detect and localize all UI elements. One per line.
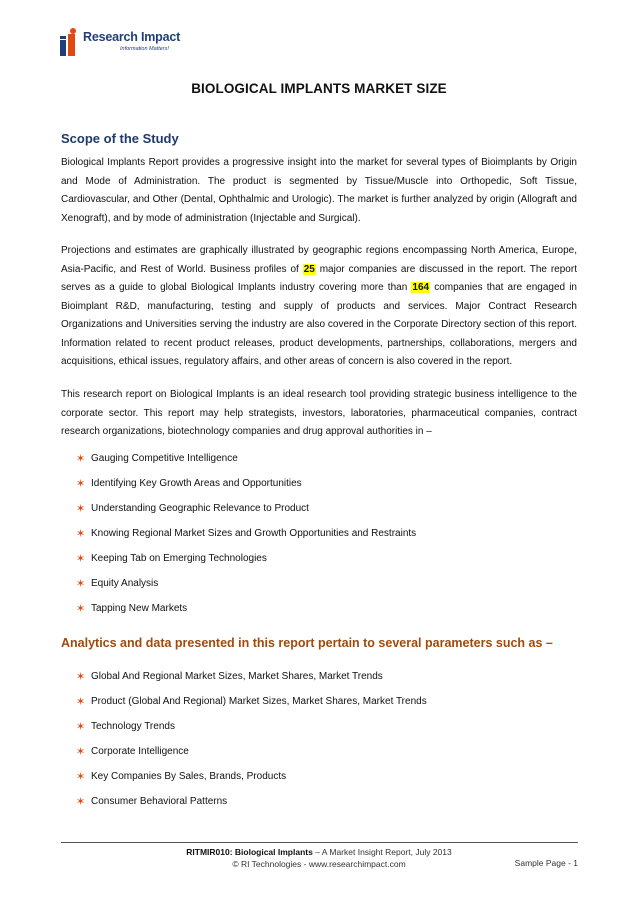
asterisk-bullet-icon: ✶ xyxy=(76,528,86,540)
bullet-text: Technology Trends xyxy=(91,721,175,732)
analytics-heading: Analytics and data presented in this report pertain to several parameters such as – xyxy=(61,636,553,650)
footer-copyright: © RI Technologies - www.researchimpact.com xyxy=(232,859,406,869)
analytics-bullet-list xyxy=(76,670,427,820)
document-title: BIOLOGICAL IMPLANTS MARKET SIZE xyxy=(191,81,447,96)
asterisk-bullet-icon: ✶ xyxy=(76,603,86,615)
scope-paragraph-2 xyxy=(61,242,577,372)
bullet-text: Tapping New Markets xyxy=(91,603,188,614)
bullet-text: Key Companies By Sales, Brands, Products xyxy=(91,771,287,782)
bullet-text: Product (Global And Regional) Market Sizes, Market Shares, Market Trends xyxy=(91,696,427,707)
bullet-text: Knowing Regional Market Sizes and Growth Opportunities and Restraints xyxy=(91,528,417,539)
list-item xyxy=(76,527,416,552)
page-number: Sample Page - 1 xyxy=(514,858,578,868)
scope-paragraph-3: This research report on Biological Implants is an ideal research tool providing strategic business intelligence to the corporate sector. This report may help strategists, investors, laboratories, pharmaceutical companies, contract research organizations, biotechnology companies and drug approval authorities in – xyxy=(61,389,577,437)
list-item xyxy=(76,552,416,577)
asterisk-bullet-icon: ✶ xyxy=(76,796,86,808)
bullet-text: Consumer Behavioral Patterns xyxy=(91,796,228,807)
asterisk-bullet-icon: ✶ xyxy=(76,746,86,758)
list-item xyxy=(76,745,427,770)
asterisk-bullet-icon: ✶ xyxy=(76,553,86,565)
list-item xyxy=(76,670,427,695)
p2-text-b: major companies are discussed in the report. The report serves as a guide to global Biological Implants industry covering more than xyxy=(61,263,577,293)
asterisk-bullet-icon: ✶ xyxy=(76,696,86,708)
asterisk-bullet-icon: ✶ xyxy=(76,721,86,733)
scope-paragraph-1: Biological Implants Report provides a progressive insight into the market for several types of Bioimplants by Origin and Mode of Administration. The product is segmented by Tissue/Muscle into Orthopedic, Soft Tissue, Cardiovascular, and Other (Dental, Ophthalmic and Urologic). The market is further analyzed by origin (Allograft and Xenograft), and by mode of administration (Injectable and Surgical). xyxy=(61,157,577,224)
footer-divider xyxy=(61,842,578,843)
list-item xyxy=(76,770,427,795)
list-item xyxy=(76,502,416,527)
scope-heading: Scope of the Study xyxy=(61,131,179,146)
company-count-highlight: 25 xyxy=(303,263,315,275)
bullet-text: Keeping Tab on Emerging Technologies xyxy=(91,553,267,564)
asterisk-bullet-icon: ✶ xyxy=(76,578,86,590)
p2-text-c: companies that are engaged in Bioimplant R&D, manufacturing, testing and supply of products and services. Major Contract Research Organizations and Universities serving the industry are also covered in the Corporate Directory section of this report. Information related to recent product releases, product developments, partnerships, collaborations, mergers and acquisitions, ethical issues, regulatory affairs, and other areas of concern is also covered in the report. xyxy=(61,282,577,367)
logo-mark-icon xyxy=(60,28,82,58)
asterisk-bullet-icon: ✶ xyxy=(76,671,86,683)
asterisk-bullet-icon: ✶ xyxy=(76,771,86,783)
bullet-text: Global And Regional Market Sizes, Market Shares, Market Trends xyxy=(91,671,383,682)
list-item xyxy=(76,695,427,720)
list-item xyxy=(76,602,416,627)
footer-report-line xyxy=(0,846,638,858)
logo-brand-text: Research Impact xyxy=(83,30,181,44)
bullet-text: Gauging Competitive Intelligence xyxy=(91,453,238,464)
list-item xyxy=(76,795,427,820)
bullet-text: Understanding Geographic Relevance to Product xyxy=(91,503,309,514)
asterisk-bullet-icon: ✶ xyxy=(76,478,86,490)
asterisk-bullet-icon: ✶ xyxy=(76,503,86,515)
logo-tagline: Information Matters! xyxy=(120,46,169,52)
list-item xyxy=(76,577,416,602)
list-item xyxy=(76,452,416,477)
research-impact-logo xyxy=(60,28,190,60)
list-item xyxy=(76,477,416,502)
report-code: RITMIR010: Biological Implants xyxy=(186,847,313,857)
list-item xyxy=(76,720,427,745)
bullet-text: Corporate Intelligence xyxy=(91,746,189,757)
industry-count-highlight: 164 xyxy=(412,282,430,293)
report-description: – A Market Insight Report, July 2013 xyxy=(312,847,452,857)
asterisk-bullet-icon: ✶ xyxy=(76,453,86,465)
bullet-text: Identifying Key Growth Areas and Opportunities xyxy=(91,478,302,489)
scope-bullet-list xyxy=(76,452,416,627)
p2-text-a: Projections and estimates are graphically illustrated by geographic regions encompassing North America, Europe, Asia-Pacific, and Rest of World. Business profiles of xyxy=(61,245,577,275)
bullet-text: Equity Analysis xyxy=(91,578,159,589)
